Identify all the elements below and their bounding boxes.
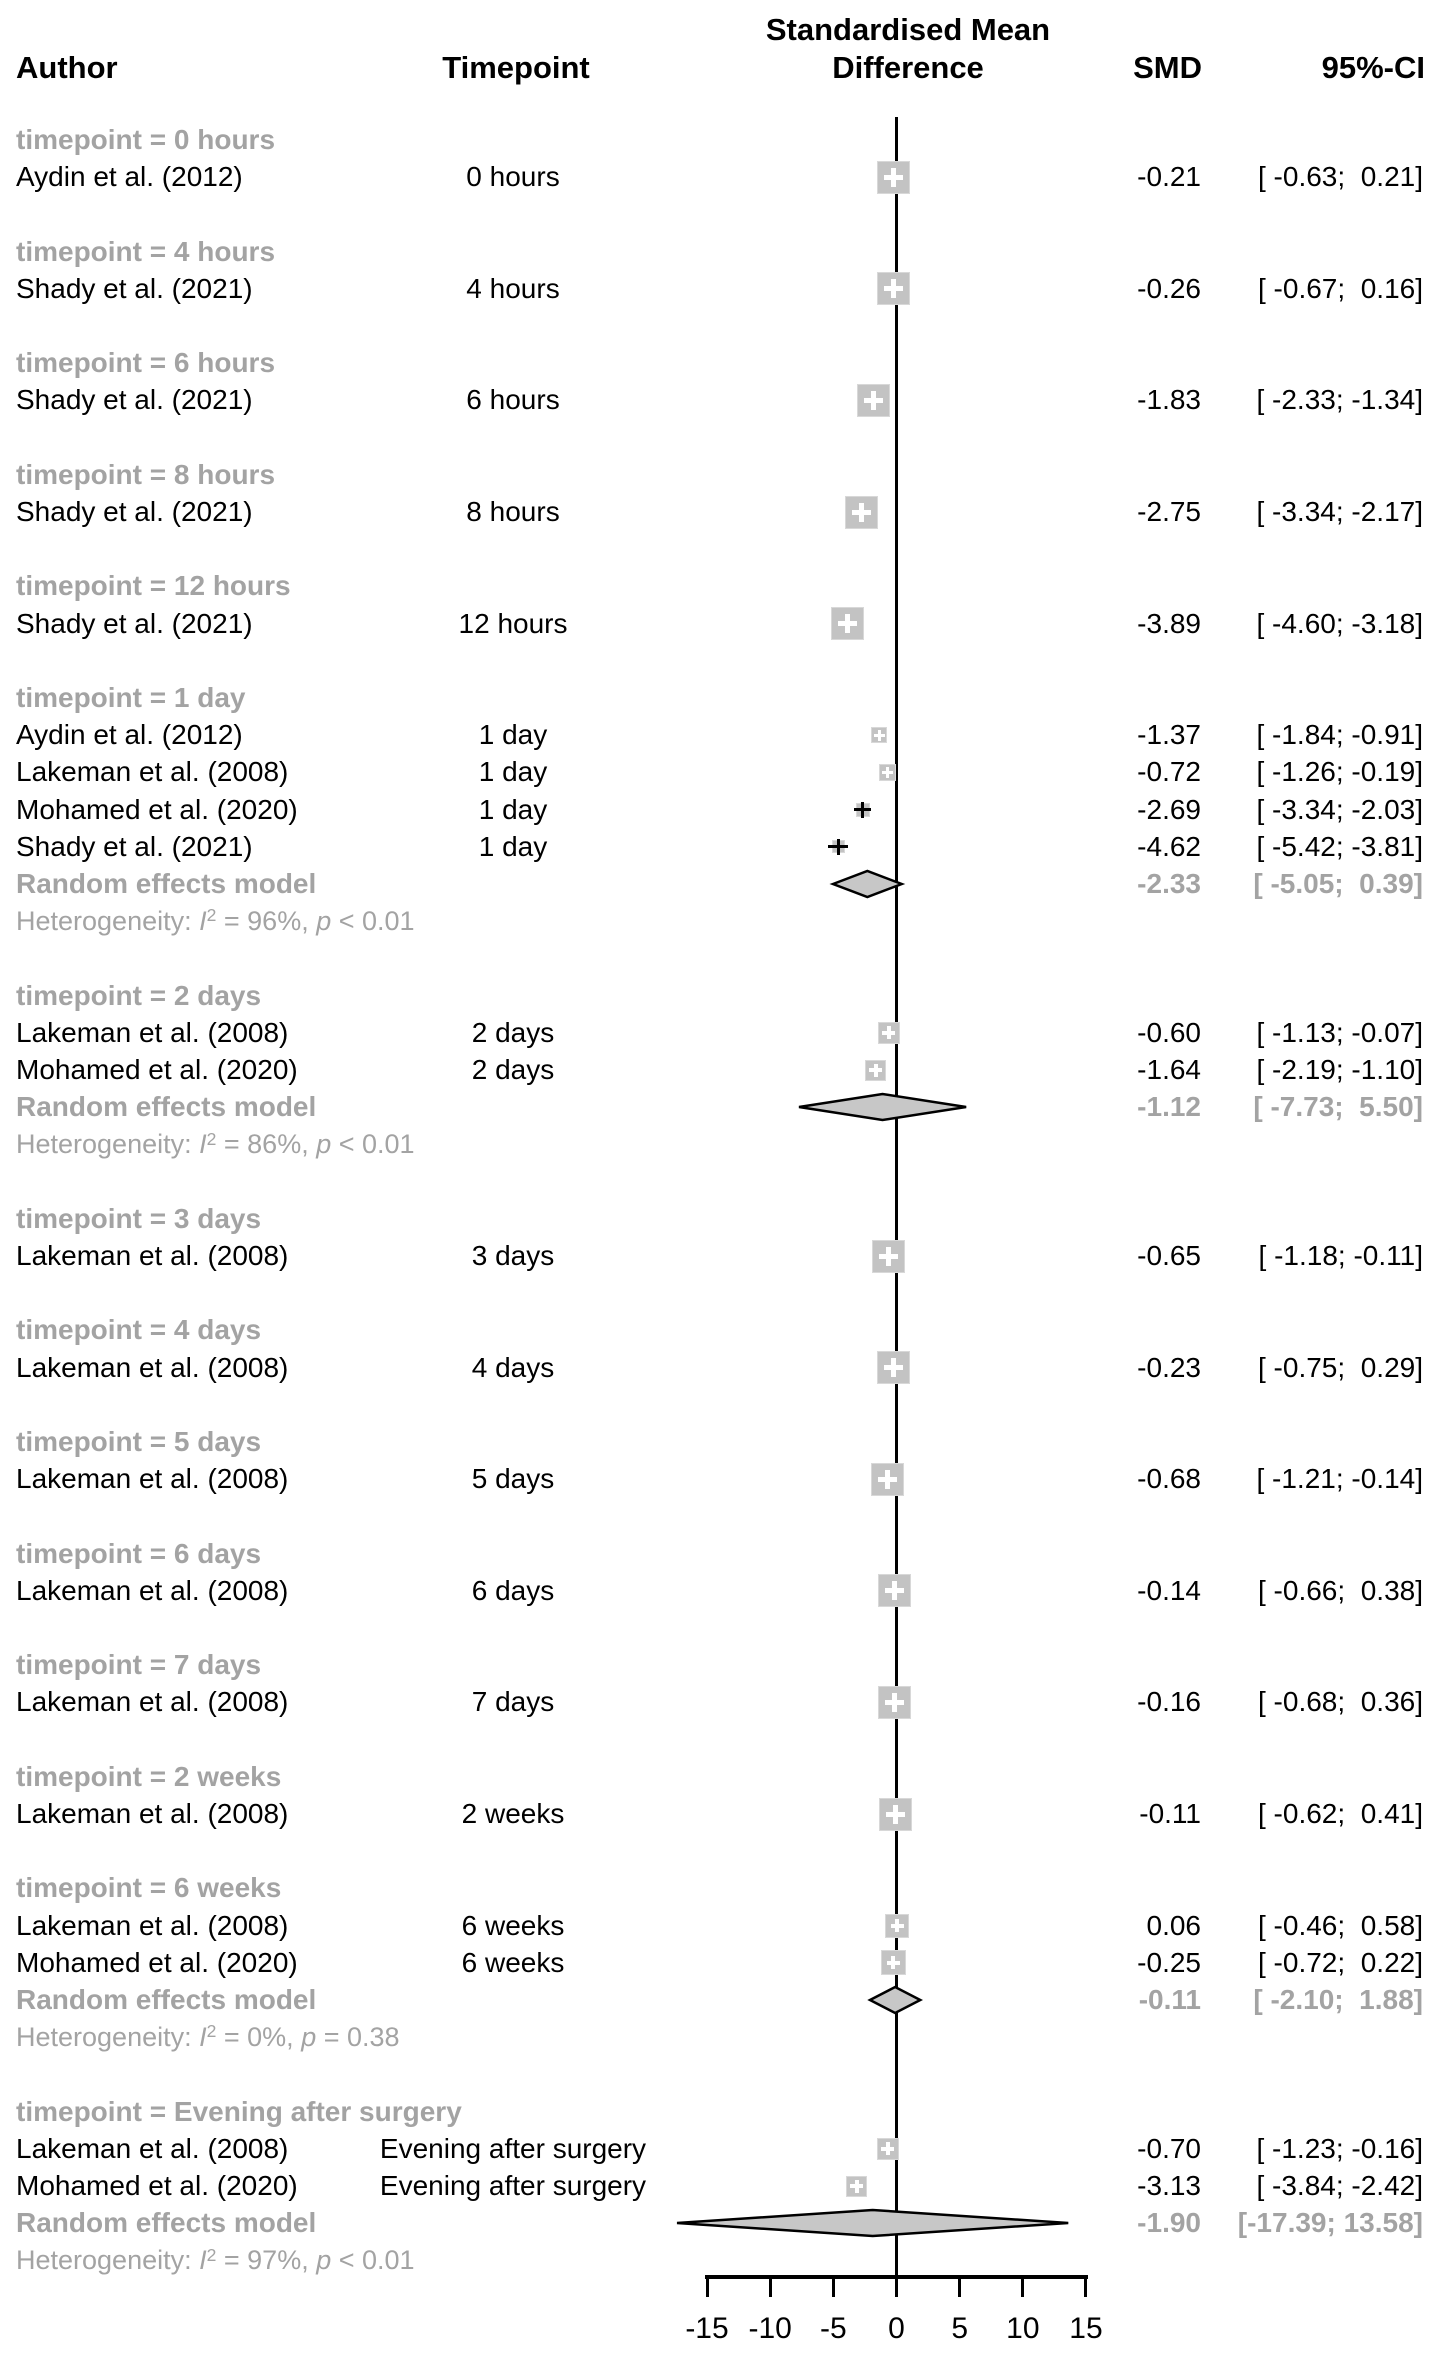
study-author: Lakeman et al. (2008)	[16, 1798, 289, 1829]
study-author: Shady et al. (2021)	[16, 384, 253, 416]
study-smd-value: -1.83	[1137, 384, 1201, 416]
axis-tick	[706, 2279, 709, 2297]
pooled-smd-value: -2.33	[1137, 868, 1201, 899]
axis-tick-label: 15	[1069, 2312, 1103, 2345]
group-label: timepoint = 8 hours	[16, 458, 276, 490]
group-label: timepoint = 2 weeks	[16, 1760, 282, 1792]
study-timepoint: Evening after surgery	[379, 2132, 647, 2164]
axis-tick	[895, 2279, 898, 2297]
study-ci-value: [ -0.66; 0.38]	[1258, 1574, 1423, 1606]
plus-icon	[878, 1477, 897, 1482]
study-smd-value: -4.62	[1137, 830, 1201, 862]
study-ci-value: [ -2.19; -1.10]	[1256, 1054, 1423, 1085]
study-smd-value: -0.68	[1137, 1463, 1201, 1495]
study-author: Mohamed et al. (2020)	[16, 1054, 298, 1085]
study-author: Lakeman et al. (2008)	[16, 1351, 289, 1383]
timepoint-column-header: Timepoint	[442, 50, 590, 85]
study-timepoint: 1 day	[478, 756, 548, 788]
pooled-ci-value: [-17.39; 13.58]	[1237, 2207, 1423, 2239]
study-timepoint: 2 days	[471, 1016, 555, 1048]
study-smd-value: -0.11	[1139, 1798, 1201, 1829]
pooled-smd-value: -1.12	[1137, 1091, 1201, 1123]
i-squared-symbol: I	[199, 1129, 207, 1160]
plus-icon	[838, 621, 857, 626]
axis-tick-label: 10	[1006, 2312, 1040, 2345]
study-author: Lakeman et al. (2008)	[16, 1909, 289, 1941]
study-author: Shady et al. (2021)	[16, 607, 253, 639]
pooled-ci-value: [ -7.73; 5.50]	[1253, 1091, 1423, 1123]
pooled-label: Random effects model	[16, 1984, 317, 2015]
study-author: Shady et al. (2021)	[16, 272, 253, 304]
plus-icon	[869, 1068, 882, 1072]
p-value: = 0.38	[316, 2022, 400, 2053]
p-symbol: p	[301, 2022, 317, 2053]
study-ci-value: [ -1.18; -0.11]	[1258, 1240, 1423, 1271]
study-author: Mohamed et al. (2020)	[16, 793, 298, 825]
axis-tick-label: -15	[685, 2312, 729, 2345]
i-squared-sup: 2	[206, 905, 217, 926]
study-timepoint: 6 hours	[466, 384, 560, 416]
heterogeneity-prefix: Heterogeneity:	[16, 2245, 200, 2276]
plus-icon	[855, 808, 871, 811]
study-smd-value: -0.72	[1137, 756, 1201, 788]
group-label: timepoint = 6 weeks	[16, 1872, 282, 1904]
group-label: timepoint = 2 days	[16, 979, 262, 1011]
study-timepoint: 8 hours	[466, 496, 560, 527]
plot-column-header-line2: Difference	[832, 50, 984, 85]
plus-icon	[852, 510, 871, 515]
study-timepoint: 6 weeks	[461, 1909, 565, 1941]
group-label: timepoint = Evening after surgery	[16, 2095, 462, 2127]
study-ci-value: [ -0.63; 0.21]	[1258, 161, 1423, 193]
axis-tick	[769, 2279, 772, 2297]
pooled-label: Random effects model	[16, 2207, 317, 2239]
group-label: timepoint = 5 days	[16, 1426, 262, 1457]
study-ci-value: [ -0.72; 0.22]	[1258, 1946, 1423, 1978]
group-label: timepoint = 4 hours	[16, 235, 276, 267]
study-author: Lakeman et al. (2008)	[16, 756, 289, 788]
study-ci-value: [ -3.34; -2.03]	[1256, 793, 1423, 825]
plus-icon	[885, 1700, 904, 1705]
pooled-ci-value: [ -2.10; 1.88]	[1253, 1984, 1423, 2015]
plus-icon	[891, 1924, 904, 1928]
study-timepoint: 5 days	[471, 1463, 555, 1495]
study-author: Lakeman et al. (2008)	[16, 2132, 289, 2164]
axis-tick-label: -5	[819, 2312, 847, 2345]
heterogeneity-text	[16, 1130, 415, 1162]
study-timepoint: 3 days	[471, 1240, 555, 1271]
i-squared-symbol: I	[199, 2022, 207, 2053]
heterogeneity-prefix: Heterogeneity:	[16, 906, 200, 937]
i-squared-sup: 2	[206, 2244, 217, 2265]
heterogeneity-text	[16, 907, 415, 939]
plot-column-header-line1: Standardised Mean	[765, 12, 1051, 47]
i-squared-sup: 2	[206, 1128, 217, 1149]
plus-icon	[874, 734, 885, 737]
plus-icon	[884, 286, 903, 291]
p-symbol: p	[316, 2245, 332, 2276]
heterogeneity-text	[16, 2023, 400, 2055]
study-smd-value: -0.23	[1137, 1351, 1201, 1383]
pooled-smd-value: -1.90	[1137, 2207, 1201, 2239]
study-ci-value: [ -2.33; -1.34]	[1256, 384, 1423, 416]
ci-column-header: 95%-CI	[1321, 50, 1425, 85]
study-ci-value: [ -3.34; -2.17]	[1256, 496, 1423, 527]
heterogeneity-text	[16, 2246, 415, 2278]
study-ci-value: [ -1.23; -0.16]	[1256, 2132, 1423, 2164]
plus-icon	[881, 2147, 894, 2151]
study-smd-value: -0.70	[1137, 2132, 1201, 2164]
pooled-diamond	[673, 2206, 1072, 2240]
heterogeneity-prefix: Heterogeneity:	[16, 1129, 200, 1160]
study-timepoint: 4 days	[471, 1351, 555, 1383]
plus-icon	[882, 1031, 895, 1035]
study-ci-value: [ -1.26; -0.19]	[1256, 756, 1423, 788]
study-ci-value: [ -0.75; 0.29]	[1258, 1351, 1423, 1383]
plus-icon	[887, 1961, 900, 1965]
study-timepoint: 2 days	[471, 1054, 555, 1085]
study-ci-value: [ -3.84; -2.42]	[1256, 2170, 1423, 2201]
pooled-ci-value: [ -5.05; 0.39]	[1253, 868, 1423, 899]
pooled-diamond	[795, 1090, 970, 1124]
study-ci-value: [ -0.68; 0.36]	[1258, 1686, 1423, 1718]
plus-icon	[884, 175, 903, 180]
study-timepoint: Evening after surgery	[379, 2170, 647, 2201]
study-author: Lakeman et al. (2008)	[16, 1574, 289, 1606]
i-squared-value: = 96%,	[216, 906, 317, 937]
i-squared-value: = 86%,	[216, 1129, 317, 1160]
study-smd-value: 0.06	[1146, 1909, 1201, 1941]
p-value: < 0.01	[331, 1129, 415, 1160]
pooled-label: Random effects model	[16, 1091, 317, 1123]
study-smd-value: -0.65	[1137, 1240, 1201, 1271]
group-label: timepoint = 7 days	[16, 1649, 262, 1681]
study-timepoint: 4 hours	[466, 272, 560, 304]
group-label: timepoint = 4 days	[16, 1314, 262, 1346]
group-label: timepoint = 6 hours	[16, 347, 276, 379]
study-timepoint: 1 day	[478, 793, 548, 825]
study-author: Lakeman et al. (2008)	[16, 1686, 289, 1718]
plus-icon	[850, 2184, 863, 2188]
group-label: timepoint = 0 hours	[16, 124, 276, 155]
study-smd-value: -1.37	[1137, 719, 1201, 751]
study-smd-value: -0.21	[1137, 161, 1201, 193]
study-smd-value: -1.64	[1137, 1054, 1201, 1085]
heterogeneity-prefix: Heterogeneity:	[16, 2022, 200, 2053]
study-ci-value: [ -5.42; -3.81]	[1256, 830, 1423, 862]
study-smd-value: -3.89	[1137, 607, 1201, 639]
plus-icon	[885, 1588, 904, 1593]
study-ci-value: [ -0.62; 0.41]	[1258, 1798, 1423, 1829]
author-column-header: Author	[16, 50, 118, 85]
group-label: timepoint = 12 hours	[16, 570, 291, 602]
pooled-label: Random effects model	[16, 868, 317, 899]
study-author: Shady et al. (2021)	[16, 830, 253, 862]
group-label: timepoint = 1 day	[16, 682, 246, 713]
pooled-smd-value: -0.11	[1138, 1984, 1201, 2015]
study-author: Shady et al. (2021)	[16, 496, 253, 527]
axis-tick	[1084, 2279, 1087, 2297]
plus-icon	[879, 1254, 898, 1259]
study-author: Aydin et al. (2012)	[16, 161, 243, 193]
axis-tick	[832, 2279, 835, 2297]
study-author: Aydin et al. (2012)	[16, 719, 243, 751]
study-smd-value: -0.25	[1137, 1946, 1201, 1978]
study-smd-value: -0.60	[1137, 1016, 1201, 1048]
study-timepoint: 6 days	[471, 1574, 555, 1606]
study-smd-value: -3.13	[1137, 2170, 1201, 2201]
study-ci-value: [ -0.67; 0.16]	[1258, 272, 1423, 304]
i-squared-sup: 2	[206, 2021, 217, 2042]
p-symbol: p	[316, 1129, 332, 1160]
study-author: Lakeman et al. (2008)	[16, 1016, 289, 1048]
group-label: timepoint = 6 days	[16, 1537, 262, 1569]
plus-icon	[886, 1812, 905, 1817]
study-ci-value: [ -1.21; -0.14]	[1256, 1463, 1423, 1495]
plus-icon	[884, 1365, 903, 1370]
i-squared-value: = 97%,	[216, 2245, 317, 2276]
axis-tick	[958, 2279, 961, 2297]
study-timepoint: 2 weeks	[461, 1798, 565, 1829]
study-timepoint: 0 hours	[466, 161, 560, 193]
i-squared-symbol: I	[199, 2245, 207, 2276]
study-author: Lakeman et al. (2008)	[16, 1463, 289, 1495]
plus-icon	[882, 771, 893, 774]
study-smd-value: -2.75	[1137, 496, 1201, 527]
study-ci-value: [ -4.60; -3.18]	[1256, 607, 1423, 639]
i-squared-symbol: I	[199, 906, 207, 937]
smd-column-header: SMD	[1133, 50, 1202, 85]
plus-icon	[864, 398, 883, 403]
axis-tick-label: 5	[951, 2312, 968, 2345]
axis-tick-label: -10	[748, 2312, 792, 2345]
study-author: Lakeman et al. (2008)	[16, 1240, 289, 1271]
study-ci-value: [ -1.13; -0.07]	[1256, 1016, 1423, 1048]
study-smd-value: -0.14	[1137, 1574, 1201, 1606]
study-smd-value: -2.69	[1137, 793, 1201, 825]
p-value: < 0.01	[331, 2245, 415, 2276]
study-smd-value: -0.26	[1137, 272, 1201, 304]
study-timepoint: 1 day	[478, 830, 548, 862]
group-label: timepoint = 3 days	[16, 1202, 262, 1234]
study-timepoint: 6 weeks	[461, 1946, 565, 1978]
plus-icon	[830, 845, 846, 848]
study-timepoint: 7 days	[471, 1686, 555, 1718]
p-value: < 0.01	[331, 906, 415, 937]
axis-tick	[1021, 2279, 1024, 2297]
axis-tick-label: 0	[888, 2312, 905, 2345]
study-timepoint: 12 hours	[458, 607, 568, 639]
pooled-diamond	[866, 1983, 924, 2017]
study-author: Mohamed et al. (2020)	[16, 1946, 298, 1978]
study-smd-value: -0.16	[1137, 1686, 1201, 1718]
study-timepoint: 1 day	[478, 719, 548, 751]
study-ci-value: [ -0.46; 0.58]	[1258, 1909, 1423, 1941]
p-symbol: p	[316, 906, 332, 937]
study-ci-value: [ -1.84; -0.91]	[1256, 719, 1423, 751]
pooled-diamond	[829, 867, 906, 901]
study-author: Mohamed et al. (2020)	[16, 2170, 298, 2201]
i-squared-value: = 0%,	[216, 2022, 302, 2053]
